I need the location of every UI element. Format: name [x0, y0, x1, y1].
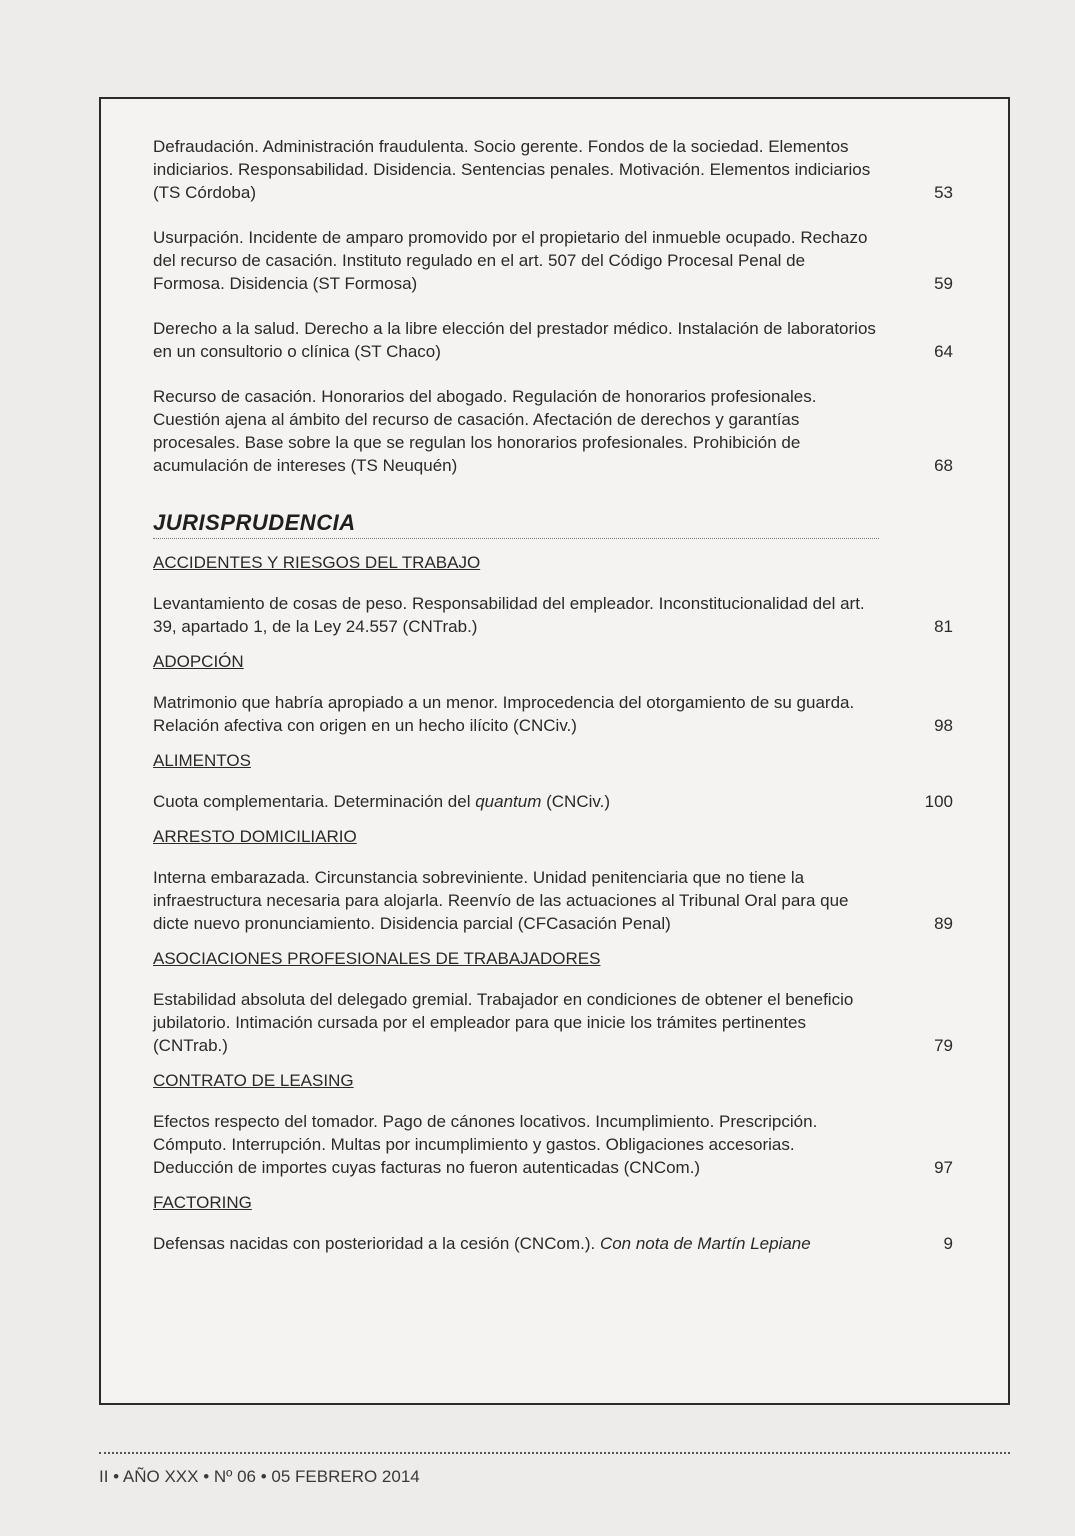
- jurisprudencia-entry: [153, 988, 953, 1057]
- entry-text: Matrimonio que habría apropiado a un menor. Improcedencia del otorgamiento de su guarda. Relación afectiva con origen en un hecho ilícito (CNCiv.): [153, 693, 855, 735]
- category-heading: ARRESTO DOMICILIARIO: [153, 827, 357, 846]
- entry-page: 68: [934, 456, 953, 475]
- jurisprudencia-entry: [153, 592, 953, 638]
- jurisprudencia-entry: [153, 691, 953, 737]
- jurisprudencia-entry: [153, 1110, 953, 1179]
- category-heading: ASOCIACIONES PROFESIONALES DE TRABAJADORES: [153, 949, 601, 968]
- entry-text-part: Cuota complementaria. Determinación del: [153, 792, 476, 811]
- summary-content: [153, 135, 953, 1267]
- entry-text: Usurpación. Incidente de amparo promovido por el propietario del inmueble ocupado. Rechazo del recurso de casación. Instituto regulado en el art. 507 del Código Procesal Penal de Formosa. Disidencia (ST Formosa): [153, 228, 868, 293]
- entry-page: 81: [934, 617, 953, 636]
- entry-text-part: (CNCiv.): [541, 792, 611, 811]
- summary-entry: [153, 317, 953, 363]
- jurisprudencia-entry: [153, 790, 953, 813]
- entry-page: 53: [934, 183, 953, 202]
- entry-page: 9: [943, 1234, 953, 1253]
- section-title-jurisprudencia: JURISPRUDENCIA: [153, 510, 879, 539]
- entry-page: 97: [934, 1158, 953, 1177]
- summary-entry: [153, 135, 953, 204]
- entry-page: 89: [934, 914, 953, 933]
- summary-frame: [99, 97, 1010, 1405]
- entry-text-italic: Con nota de Martín Lepiane: [599, 1234, 811, 1253]
- entry-page: 79: [934, 1036, 953, 1055]
- entry-text: Estabilidad absoluta del delegado gremial. Trabajador en condiciones de obtener el beneficio jubilatorio. Intimación cursada por el empleador para que inicie los trámites pertinentes (CNTrab.): [153, 990, 854, 1055]
- summary-entry: [153, 385, 953, 477]
- entry-text: Interna embarazada. Circunstancia sobreviniente. Unidad penitenciaria que no tiene la infraestructura necesaria para alojarla. Reenvío de las actuaciones al Tribunal Oral para que dicte nuevo pronunciamiento. Disidencia parcial (CFCasación Penal): [153, 868, 849, 933]
- entry-page: 98: [934, 716, 953, 735]
- entry-text-italic: quantum: [475, 792, 542, 811]
- entry-text: [153, 790, 879, 813]
- entry-text: Derecho a la salud. Derecho a la libre elección del prestador médico. Instalación de laboratorios en un consultorio o clínica (ST Chaco): [153, 319, 876, 361]
- entry-page: 64: [934, 342, 953, 361]
- jurisprudencia-list: [153, 551, 953, 1255]
- footer-divider: [99, 1452, 1010, 1454]
- entry-text: Efectos respecto del tomador. Pago de cánones locativos. Incumplimiento. Prescripción. Cómputo. Interrupción. Multas por incumplimiento y gastos. Obligaciones accesorias. Deducción de importes cuyas facturas no fueron autenticadas (CNCom.): [153, 1112, 818, 1177]
- entry-page: 59: [934, 274, 953, 293]
- jurisprudencia-entry: [153, 1232, 953, 1255]
- category-heading: CONTRATO DE LEASING: [153, 1071, 354, 1090]
- jurisprudencia-entry: [153, 866, 953, 935]
- entry-text-part: Defensas nacidas con posterioridad a la cesión (CNCom.).: [153, 1234, 600, 1253]
- category-heading: FACTORING: [153, 1193, 252, 1212]
- category-heading: ADOPCIÓN: [153, 652, 244, 671]
- entry-text: Recurso de casación. Honorarios del abogado. Regulación de honorarios profesionales. Cuestión ajena al ámbito del recurso de casación. Afectación de derechos y garantías procesales. Base sobre la que se regulan los honorarios profesionales. Prohibición de acumulación de intereses (TS Neuquén): [153, 387, 817, 475]
- entry-text: [153, 1232, 879, 1255]
- category-heading: ACCIDENTES Y RIESGOS DEL TRABAJO: [153, 553, 481, 572]
- entry-page: 100: [924, 792, 953, 811]
- page-footer: II • AÑO XXX • Nº 06 • 05 FEBRERO 2014: [99, 1467, 420, 1486]
- entry-text: Levantamiento de cosas de peso. Responsabilidad del empleador. Inconstitucionalidad del art. 39, apartado 1, de la Ley 24.557 (CNTrab.): [153, 594, 865, 636]
- summary-entry: [153, 226, 953, 295]
- entry-text: Defraudación. Administración fraudulenta. Socio gerente. Fondos de la sociedad. Elementos indiciarios. Responsabilidad. Disidencia. Sentencias penales. Motivación. Elementos indiciarios (TS Córdoba): [153, 137, 871, 202]
- category-heading: ALIMENTOS: [153, 751, 251, 770]
